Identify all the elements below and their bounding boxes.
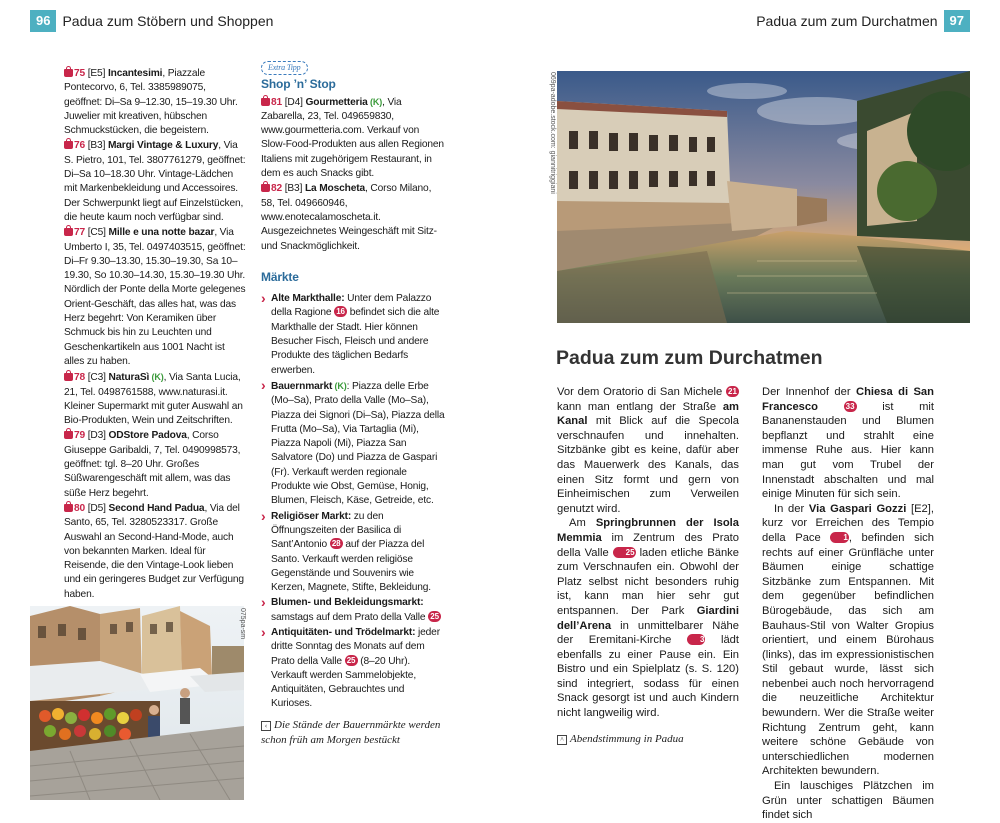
running-title: Padua zum zum Durchatmen xyxy=(756,13,938,29)
extra-tipp-badge: Extra Tipp xyxy=(261,61,445,75)
shop-stop-heading: Shop ’n’ Stop xyxy=(261,77,336,92)
text-run: kann man entlang der Straße xyxy=(557,400,723,413)
page-number: 96 xyxy=(30,10,56,32)
shop-number: 76 xyxy=(74,140,86,152)
shop-name: Second Hand Padua xyxy=(108,502,205,514)
photo-credit: 069pa-adobe.stock.com: giannitriggiani xyxy=(549,72,556,194)
market-item xyxy=(261,379,445,509)
text-run: Am xyxy=(569,517,596,530)
market-text: : Piazza delle Erbe (Mo–Sa), Prato della Valle (Mo–Sa), Piazza dei Signori (Di–Sa), Piazza della Frutta (Mo–Sa), Via Tartaglia (Mi), Piazza Napoli (Mi), Piazza San Salvatore (Do) und Piazza de Gaspari (Fr). Verkauft werden regionale Produkte wie Obst, Gemüse, Honig, Blumen, Fleisch, Käse, Getreide, etc. xyxy=(271,380,445,507)
shop-text: , Corso Milano, 58, Tel. 049660946, www.enotecalamoscheta.it. Ausgezeichnetes Weingeschäft mit Sitz- und Snackmöglichkeit. xyxy=(261,183,437,252)
map-pin-number: 33 xyxy=(844,401,857,412)
market-text: samstags auf dem Prato della Valle xyxy=(271,611,429,623)
market-name: Alte Markthalle: xyxy=(271,293,345,305)
shop-grid: [B3] xyxy=(85,140,108,152)
map-pin-number: 25 xyxy=(428,611,441,622)
market-name: Blumen- und Bekleidungsmarkt: xyxy=(271,597,424,609)
market-text: (8–20 Uhr). Verkauft werden Sammelobjekte, Antiquitäten, Gebrauchtes und Kurioses. xyxy=(271,655,416,710)
shop-text: , Via Umberto I, 35, Tel. 0497403515, geöffnet: Di–Fr 9.30–13.30, 15.30–19.30, Sa 10–19.30, So 10.30–14.30, 15.30–19.30 Uhr. Nördlich der Ponte della Morte gelegenes Orient-Geschäft, das alles hat, was das Herz begehrt: Von Keramiken über Schmuck bis hin zu Leuchten und Geschenkartikeln aus 1001 Nacht ist alles zu haben. xyxy=(64,227,246,367)
map-pin-number: 16 xyxy=(334,306,347,317)
shop-text: , Corso Giuseppe Garibaldi, 7, Tel. 0490998573, geöffnet: tgl. 8–20 Uhr. Großes Süßwarengeschäft mit allem, was das süße Herz begehrt. xyxy=(64,430,241,499)
paragraph xyxy=(762,779,934,823)
photo-caption: ^ Abendstimmung in Padua xyxy=(557,732,857,747)
page-number: 97 xyxy=(944,10,970,32)
market-text: auf der Piazza del Santo. Verkauft werden religiöse Gegenstände und Souvenirs wie Kerzen, Magnete, Stifte, Bekleidung. xyxy=(271,539,431,594)
market-item xyxy=(261,292,445,378)
shop-entry xyxy=(64,67,246,138)
shopping-bag-icon xyxy=(64,141,73,149)
shop-text: , Via S. Pietro, 101, Tel. 3807761279, geöffnet: Di–Sa 10–18.30 Uhr. Vintage-Lädchen mit Markenbekleidung und Accessoires. Der Schwerpunkt liegt auf Einzelstücken, die heute kaum noch verfügbar sind. xyxy=(64,140,246,223)
place-name: Via Gaspari Gozzi xyxy=(808,502,907,515)
left-page xyxy=(0,0,500,800)
paragraph xyxy=(762,385,934,502)
shop-entry xyxy=(64,139,246,225)
shop-text: , Via Zabarella, 23, Tel. 049659830, www.gourmetteria.com. Verkauf von Slow-Food-Produkten aus allen Regionen Italiens mit zugehörigem Restaurant, in dem es auch Snacks gibt. xyxy=(261,96,444,180)
shopping-bag-icon xyxy=(64,228,73,236)
text-run: Der Innenhof der xyxy=(762,386,856,398)
shop-name: NaturaSì xyxy=(108,372,150,384)
shop-entry xyxy=(64,370,246,428)
shop-grid: [E5] xyxy=(85,68,108,79)
shop-entry xyxy=(64,502,246,602)
market-photo-image xyxy=(30,606,244,800)
shop-grid: [B3] xyxy=(282,183,305,195)
map-pin-number: 28 xyxy=(330,538,343,549)
paragraph xyxy=(557,385,739,516)
market-text: Unter dem Palazzo della Ragione xyxy=(271,293,432,319)
shop-entry xyxy=(261,182,445,253)
shop-number: 80 xyxy=(74,502,86,514)
shop-name: Margi Vintage & Luxury xyxy=(107,140,219,152)
shop-name: Gourmetteria xyxy=(305,96,368,108)
canal-photo-image xyxy=(557,71,970,323)
shop-name: La Moscheta xyxy=(304,183,365,195)
text-run: In der xyxy=(774,502,809,515)
text-run: ist mit Bananenstauden und Blumen bepflanzt und strahlt eine immense Ruhe aus. Hier kann man gut vom Trubel der Innenstadt abschalten und mal einige Minuten für sich sein. xyxy=(762,400,934,501)
shop-number: 82 xyxy=(271,183,283,195)
market-name: Bauernmarkt xyxy=(271,380,333,392)
shop-number: 81 xyxy=(271,96,283,108)
map-pin-number: 25 xyxy=(345,655,358,666)
shop-number: 78 xyxy=(74,372,86,384)
shopping-bag-icon xyxy=(64,431,73,439)
shop-name: Incantesimi xyxy=(107,68,163,79)
place-name: am Kanal xyxy=(557,400,739,428)
shopping-bag-icon xyxy=(261,98,270,106)
photo-caption: ‹ Die Stände der Bauernmärkte werden schon früh am Morgen bestückt xyxy=(261,719,441,746)
eco-icon: (K) xyxy=(149,372,164,383)
place-name: Chiesa di San Francesco xyxy=(762,386,934,413)
shop-number: 75 xyxy=(74,68,86,79)
shop-grid: [D3] xyxy=(85,430,109,442)
market-name: Antiquitäten- und Trödelmarkt: xyxy=(271,626,416,638)
photo-credit: 075pa-sm xyxy=(239,608,246,640)
canal-photo xyxy=(557,71,970,323)
shop-entry xyxy=(64,429,246,500)
text-run: in unmittelbarer Nähe der Eremitani-Kirche xyxy=(557,619,739,647)
shop-number: 79 xyxy=(74,430,86,442)
text-run: Ein lauschiges Plätzchen im Grün unter schattigen Bäumen findet sich xyxy=(762,780,934,822)
eco-icon: (K) xyxy=(332,380,347,391)
shopping-bag-icon xyxy=(64,373,73,381)
market-name: Religiöser Markt: xyxy=(271,510,352,522)
markets-list xyxy=(261,292,445,712)
paragraph xyxy=(762,502,934,779)
shopping-bag-icon xyxy=(64,69,73,77)
shop-grid: [D5] xyxy=(85,502,109,514)
market-photo xyxy=(30,606,244,800)
running-title: Padua zum Stöbern und Shoppen xyxy=(62,13,274,29)
shop-entry xyxy=(64,226,246,369)
shop-name: Mille e una notte bazar xyxy=(108,227,215,239)
text-run xyxy=(818,401,844,413)
map-pin-number: 25 xyxy=(613,547,636,558)
text-run: laden etliche Bänke zum Verschnaufen ein. Obwohl der Platz selbst nicht besonders ruhig ist, kann man hier sehr gut entspannen. Der Park xyxy=(557,546,739,617)
paragraph xyxy=(557,516,739,720)
shop-grid: [D4] xyxy=(282,96,306,108)
market-text: jeder dritte Sonntag des Monats auf dem Prato della Valle xyxy=(271,626,440,667)
shop-grid: [C3] xyxy=(85,372,109,384)
shop-number: 77 xyxy=(74,227,86,239)
market-item xyxy=(261,626,445,712)
shop-list xyxy=(64,67,246,603)
shop-text: , Piazzale Pontecorvo, 6, Tel. 3385989075, geöffnet: Di–Sa 9–12.30, 15–19.30 Uhr. Juwelier mit kreativen, hübschen Schmuckstücken, die begeistern. xyxy=(64,68,238,137)
shop-name: ODStore Padova xyxy=(108,430,187,442)
eco-icon: (K) xyxy=(367,96,383,107)
place-name: Giardini dell’Arena xyxy=(557,604,739,632)
map-pin-number: 21 xyxy=(726,386,739,397)
body-column-1 xyxy=(557,385,739,721)
page-title: Padua zum zum Durchatmen xyxy=(556,347,823,369)
shop-stop-list xyxy=(261,95,445,254)
text-run: im Zentrum des Prato della Valle xyxy=(557,531,739,559)
text-run: mit Blick auf die Specola verschnaufen und innehalten. Sitzbänke gibt es keine, dafür aber das Mauerwerk des Kanals, das einen Sitz formt und gern von Einheimischen zum Verweilen genutzt wird. xyxy=(557,415,739,515)
text-run: Vor dem Oratorio di San Michele xyxy=(557,386,726,398)
market-item xyxy=(261,596,445,625)
shopping-bag-icon xyxy=(261,184,270,192)
right-page-header xyxy=(756,10,970,32)
markets-heading: Märkte xyxy=(261,269,299,284)
shop-text: , Via Santa Lucia, 21, Tel. 0498761588, www.naturasi.it. Kleiner Supermarkt mit guter Auswahl an Bio-Produkten, Wein und Zeitschriften. xyxy=(64,372,243,427)
shopping-bag-icon xyxy=(64,504,73,512)
map-pin-number: 3 xyxy=(687,634,705,645)
shop-entry xyxy=(261,95,445,182)
text-run: [E2], kurz vor Erreichen des Tempio della Pace xyxy=(762,502,934,544)
market-text: befindet sich die alte Markthalle der Stadt. Hier können Besucher Fisch, Fleisch und andere Produkte des täglichen Bedarfs erwerben. xyxy=(271,307,440,376)
shop-grid: [C5] xyxy=(85,227,109,239)
caption-arrow-icon: ‹ xyxy=(261,721,271,731)
place-name: Springbrunnen der Isola Memmia xyxy=(557,517,739,544)
caption-arrow-icon: ^ xyxy=(557,735,567,745)
shop-stop-and-markets xyxy=(261,61,445,713)
text-run: , befinden sich rechts auf einer Grünfläche unter Bäumen einige schattige Sitzbänke zum Entspannen. Mit dem gegenüber befindlichen Bürogebäude, das sich am Bauhaus-Stil von Walter Gropius orientiert, und einem Bürohaus (links), das im expressionistischen Stil gebaut wurde, lässt sich nebenbei auch noch hervorragend die neuzeitliche Architektur bewundern. Wer die Straße weiter Richtung Zentrum geht, kann weitere schöne Gebäude von unterschiedlichen modernen Architekten bewundern. xyxy=(762,531,934,778)
market-item xyxy=(261,510,445,596)
left-page-header xyxy=(30,10,273,32)
map-pin-number: 1 xyxy=(830,532,848,543)
shop-text: , Via del Santo, 65, Tel. 3280523317. Große Auswahl an Second-Hand-Mode, auch von bekannten Marken. Ideal für Reisende, die den Vintage-Look lieben und ein geringeres Budget zur Verfügung haben. xyxy=(64,502,244,600)
right-page xyxy=(500,0,1000,822)
body-column-2 xyxy=(762,385,934,823)
market-text: zu den Öffnungszeiten der Basilica di Sant’Antonio xyxy=(271,510,402,551)
text-run: lädt ebenfalls zu einer Pause ein. Ein Bistro und ein Spielplatz (s. S. 120) sind integriert, sodass für einen Snack gesorgt ist und auch Kindern nicht langweilig wird. xyxy=(557,634,739,720)
